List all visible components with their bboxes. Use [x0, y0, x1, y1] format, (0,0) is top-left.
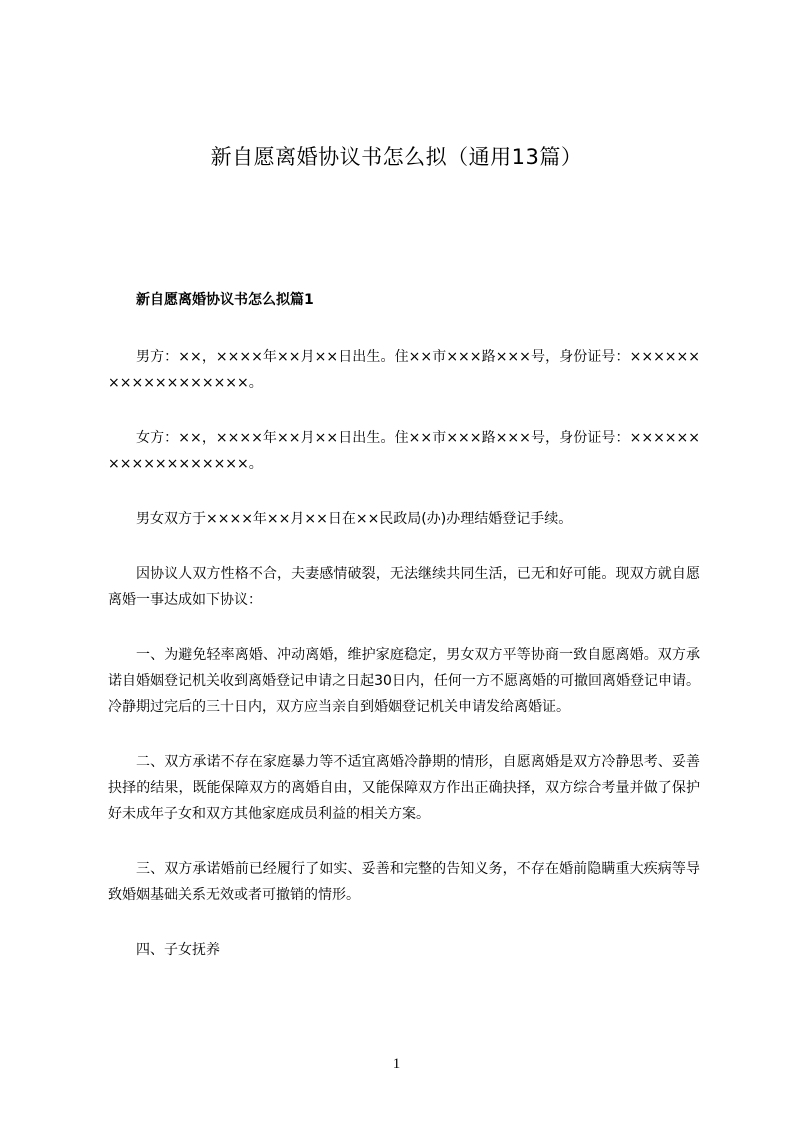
paragraph-reason: 因协议人双方性格不合，夫妻感情破裂，无法继续共同生活，已无和好可能。现双方就自愿离婚一事达成如下协议： [108, 566, 700, 608]
paragraph-clause-1: 一、为避免轻率离婚、冲动离婚，维护家庭稳定，男女双方平等协商一致自愿离婚。双方承诺自婚姻登记机关收到离婚登记申请之日起30日内，任何一方不愿离婚的可撤回离婚登记申请。冷静期过完后的三十日内，双方应当亲自到婚姻登记机关申请发给离婚证。 [108, 647, 700, 715]
document-body [108, 288, 700, 992]
paragraph-female-party: 女方：××，××××年××月××日出生。住××市×××路×××号，身份证号：××××××××××××××××××。 [108, 430, 700, 472]
section-heading: 新自愿离婚协议书怎么拟篇1 [136, 292, 314, 308]
paragraph-clause-2: 二、双方承诺不存在家庭暴力等不适宜离婚冷静期的情形，自愿离婚是双方冷静思考、妥善抉择的结果，既能保障双方的离婚自由，又能保障双方作出正确抉择，双方综合考量并做了保护好未成年子女和双方其他家庭成员利益的相关方案。 [108, 754, 700, 822]
page-number: 1 [392, 1056, 401, 1072]
paragraph-clause-4-heading: 四、子女抚养 [136, 942, 220, 958]
paragraph-male-party: 男方：××，××××年××月××日出生。住××市×××路×××号，身份证号：××××××××××××××××××。 [108, 349, 700, 391]
document-title: 新自愿离婚协议书怎么拟（通用13篇） [210, 145, 583, 169]
paragraph-clause-3: 三、双方承诺婚前已经履行了如实、妥善和完整的告知义务，不存在婚前隐瞒重大疾病等导致婚姻基础关系无效或者可撤销的情形。 [108, 861, 700, 903]
paragraph-marriage-registration: 男女双方于××××年××月××日在××民政局(办)办理结婚登记手续。 [136, 511, 573, 527]
